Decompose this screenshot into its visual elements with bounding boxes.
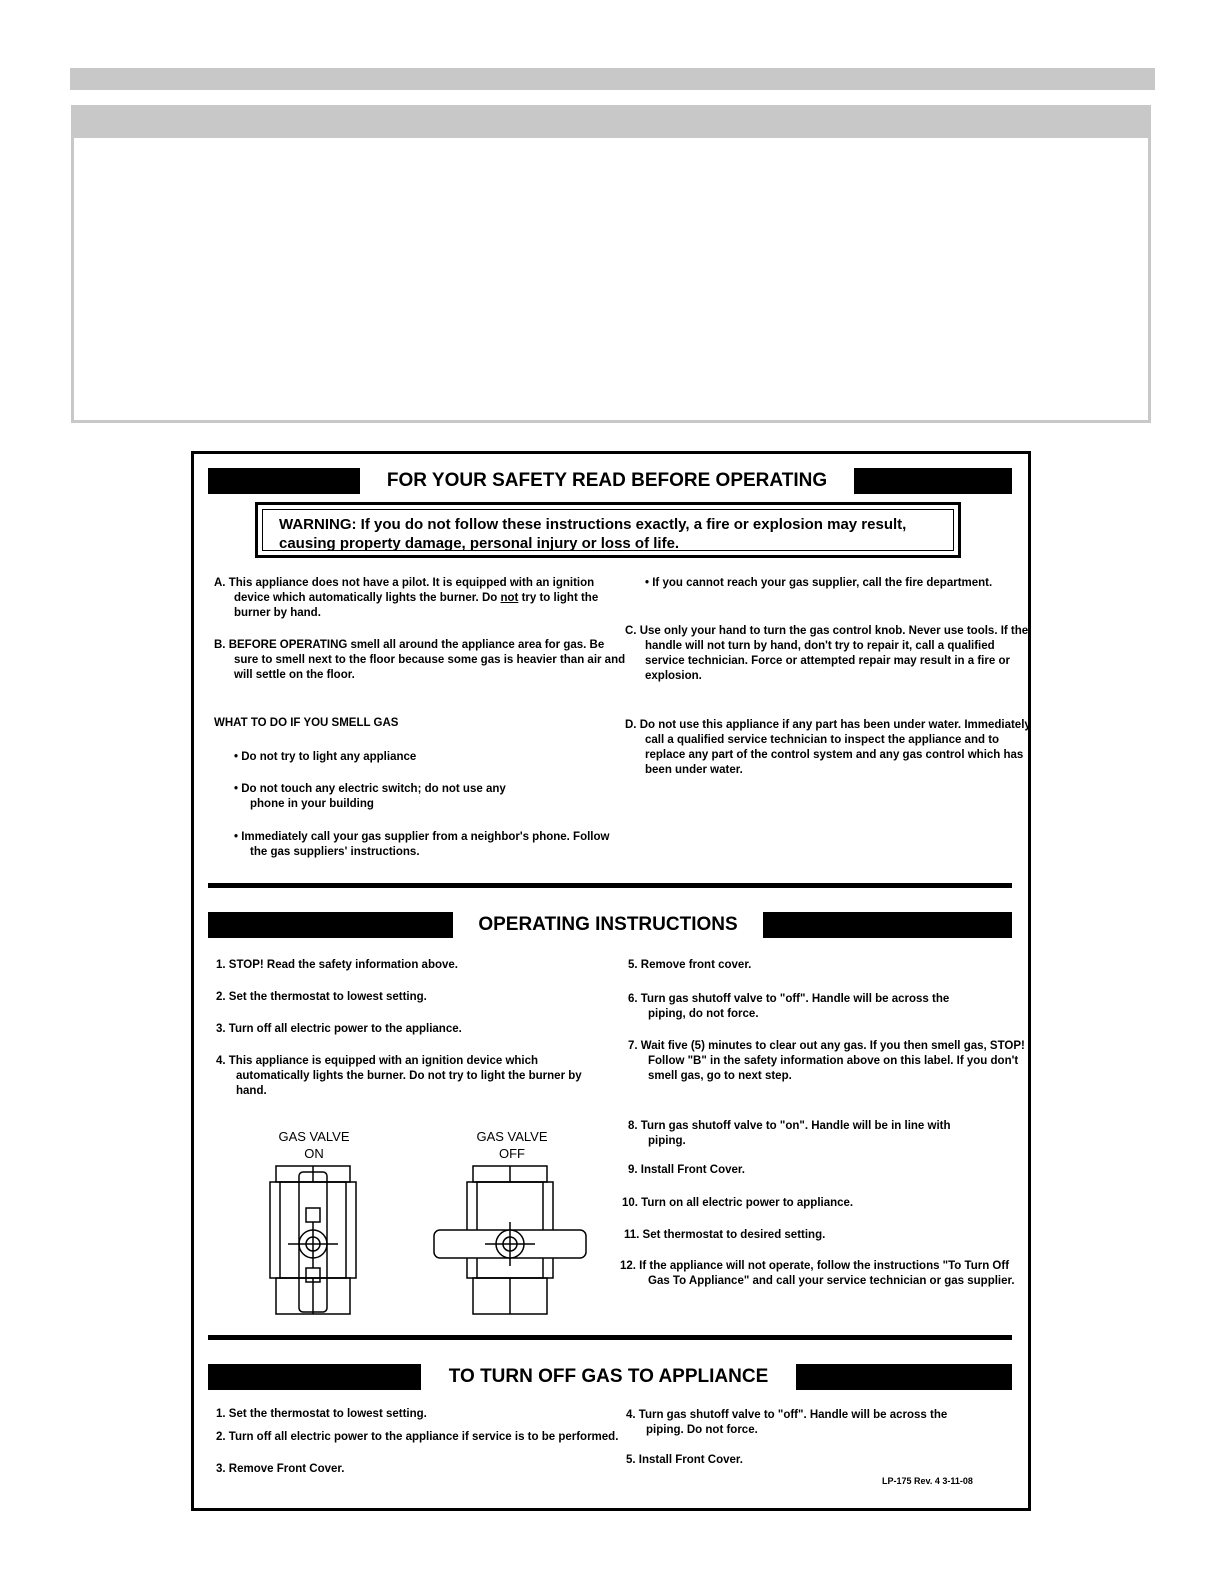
valve-on-label-line1: GAS VALVE xyxy=(278,1129,350,1144)
header-bar-left xyxy=(208,468,360,494)
operating-step-11: 11. Set thermostat to desired setting. xyxy=(624,1229,826,1241)
valve-off-label xyxy=(457,1128,567,1162)
warning-text: WARNING: If you do not follow these instructions exactly, a fire or explosion may result, causing property damage, personal injury or loss of life. xyxy=(262,509,954,551)
valve-on-label-line2: ON xyxy=(304,1146,324,1161)
operating-step-8: 8. Turn gas shutoff valve to "on". Handle will be in line with piping. xyxy=(628,1120,951,1147)
safety-bullet-1: • Do not try to light any appliance xyxy=(234,751,417,763)
section-divider-1 xyxy=(208,883,1012,888)
what-to-do-heading: WHAT TO DO IF YOU SMELL GAS xyxy=(214,717,399,729)
safety-item-a-underline: not xyxy=(500,592,519,604)
operating-step-3: 3. Turn off all electric power to the appliance. xyxy=(216,1023,462,1035)
valve-on-label xyxy=(259,1128,369,1162)
top-gray-bar xyxy=(70,68,1155,90)
safety-header xyxy=(208,468,1012,494)
turnoff-title: TO TURN OFF GAS TO APPLIANCE xyxy=(448,1366,769,1387)
turnoff-step-5: 5. Install Front Cover. xyxy=(626,1454,743,1466)
section-divider-2 xyxy=(208,1335,1012,1340)
safety-label xyxy=(191,451,1031,1511)
valve-off-label-line1: GAS VALVE xyxy=(476,1129,548,1144)
label-code: LP-175 Rev. 4 3-11-08 xyxy=(882,1476,973,1486)
operating-step-10: 10. Turn on all electric power to appliance. xyxy=(622,1197,854,1209)
safety-item-b: B. BEFORE OPERATING smell all around the appliance area for gas. Be sure to smell next to the floor because some gas is heavier than air and will settle on the floor. xyxy=(214,639,626,681)
header-bar-right xyxy=(763,912,1012,938)
operating-step-5: 5. Remove front cover. xyxy=(628,959,752,971)
operating-title: OPERATING INSTRUCTIONS xyxy=(478,914,738,935)
safety-item-a-text: A. This appliance does not have a pilot. It is equipped with an ignition device which automatically lights the burner. Do xyxy=(214,577,595,604)
gas-valve-on-icon xyxy=(268,1164,358,1316)
blank-content-box xyxy=(71,105,1151,423)
header-bar-left xyxy=(208,1364,421,1390)
safety-item-a-text-end: try to light the burner by hand. xyxy=(234,592,599,619)
turnoff-step-1: 1. Set the thermostat to lowest setting. xyxy=(216,1408,427,1420)
warning-box xyxy=(255,502,961,558)
operating-header xyxy=(208,912,1012,938)
safety-bullet-2: • Do not touch any electric switch; do not use any phone in your building xyxy=(234,783,506,810)
operating-step-7: 7. Wait five (5) minutes to clear out any gas. If you then smell gas, STOP! Follow "B" in the safety information above on this label. If you don't smell gas, go to next step. xyxy=(628,1040,1025,1082)
operating-step-12: 12. If the appliance will not operate, follow the instructions "To Turn Off Gas To Appliance" and call your service technician or gas supplier. xyxy=(620,1260,1015,1287)
safety-item-c: C. Use only your hand to turn the gas control knob. Never use tools. If the handle will not turn by hand, don't try to repair it, call a qualified service technician. Force or attempted repair may result in a fire or explosion. xyxy=(625,625,1029,682)
safety-item-d: D. Do not use this appliance if any part has been under water. Immediately call a qualified service technician to inspect the appliance and to replace any part of the control system and any gas control which has been under water. xyxy=(625,719,1031,776)
turnoff-step-2: 2. Turn off all electric power to the appliance if service is to be performed. xyxy=(216,1431,619,1443)
turnoff-step-3: 3. Remove Front Cover. xyxy=(216,1463,345,1475)
gas-valve-off-icon xyxy=(432,1164,588,1316)
blank-box-header xyxy=(74,108,1148,138)
header-bar-right xyxy=(854,468,1012,494)
safety-title: FOR YOUR SAFETY READ BEFORE OPERATING xyxy=(386,470,828,491)
operating-step-4: 4. This appliance is equipped with an ignition device which automatically lights the burner. Do not try to light the burner by hand. xyxy=(216,1055,582,1097)
safety-item-a xyxy=(214,576,614,621)
safety-bullet-4: • If you cannot reach your gas supplier, call the fire department. xyxy=(645,577,993,589)
operating-step-9: 9. Install Front Cover. xyxy=(628,1164,745,1176)
turnoff-step-4: 4. Turn gas shutoff valve to "off". Handle will be across the piping. Do not force. xyxy=(626,1409,948,1436)
operating-step-2: 2. Set the thermostat to lowest setting. xyxy=(216,991,427,1003)
operating-step-1: 1. STOP! Read the safety information above. xyxy=(216,959,458,971)
operating-step-6: 6. Turn gas shutoff valve to "off". Handle will be across the piping, do not force. xyxy=(628,993,950,1020)
valve-off-label-line2: OFF xyxy=(499,1146,525,1161)
turnoff-header xyxy=(208,1364,1012,1390)
safety-bullet-3: • Immediately call your gas supplier from a neighbor's phone. Follow the gas suppliers' instructions. xyxy=(234,831,610,858)
header-bar-left xyxy=(208,912,453,938)
header-bar-right xyxy=(796,1364,1012,1390)
